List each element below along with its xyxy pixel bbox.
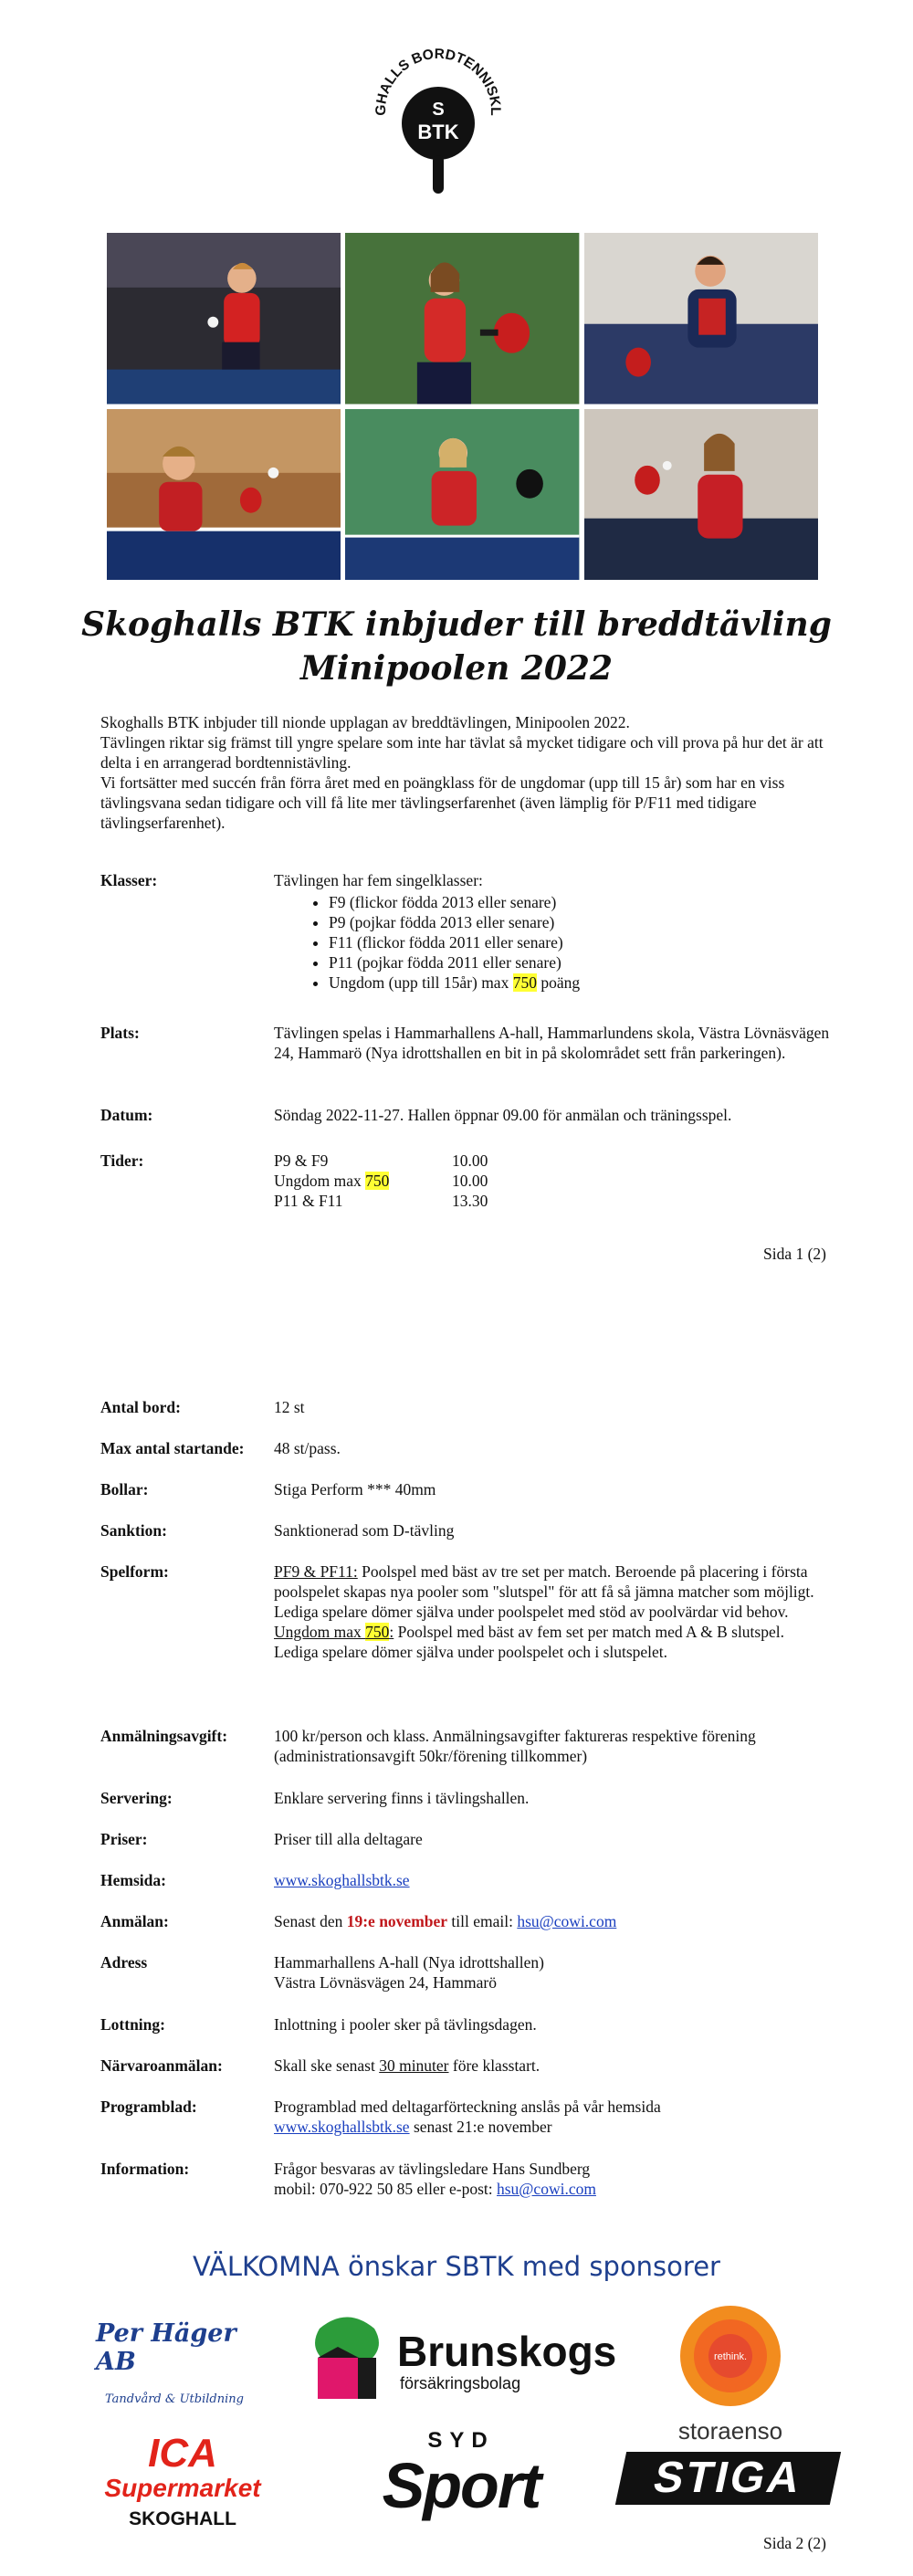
anmalan-label: Anmälan: (100, 1912, 169, 1930)
storaenso-flower-icon (671, 2301, 790, 2411)
schedule-time: 13.30 (452, 1192, 488, 1210)
logo-ring-text: GHALLS BORDTENNISKL (373, 46, 504, 116)
photo-player-3 (584, 233, 818, 405)
schedule-time: 10.00 (452, 1172, 488, 1190)
list-item: • P9 (pojkar födda 2013 eller senare) (329, 912, 831, 932)
photo-player-5 (345, 409, 579, 581)
sponsor-storaenso-logo: rethink. storaenso (671, 2301, 790, 2447)
deadline-date: 19:e november (346, 1912, 448, 1930)
schedule-class: P11 & F11 (274, 1192, 343, 1210)
highlight: 750 (365, 1623, 390, 1641)
max-antal-label: Max antal startande: (100, 1439, 245, 1457)
spelform-label: Spelform: (100, 1562, 169, 1581)
programblad-label: Programblad: (100, 2098, 197, 2116)
klasser-list (274, 892, 831, 993)
spelform-value: PF9 & PF11: Poolspel med bäst av tre set per match. Beroende på placering i första poolspelet skapas nya pooler som "slutspel" för att få så jämna matcher som möjligt. Lediga spelare dömer själva under poolspelet med stöd av poolvärdar vid behov. Ungdom max 750: Poolspel med bäst av fem set per match med A & B slutspel. Lediga spelare dömer själva under poolspelet och i slutspelet. (274, 1562, 814, 1661)
anmalningsavgift-label: Anmälningsavgift: (100, 1727, 228, 1745)
sponsor-stiga-logo: STIGA (615, 2452, 841, 2505)
anmalan-value: Senast den 19:e november till email: hsu@cowi.com (274, 1912, 617, 1930)
page-title (0, 603, 913, 690)
schedule-class: Ungdom max 750 (274, 1172, 390, 1190)
datum-label: Datum: (100, 1106, 153, 1124)
anmalningsavgift-value: 100 kr/person och klass. Anmälningsavgifter faktureras respektive förening (administrationsavgift 50kr/förening tillkommer) (274, 1727, 756, 1765)
datum-value: Söndag 2022-11-27. Hallen öppnar 09.00 för anmälan och träningsspel. (274, 1106, 732, 1124)
logo-monogram-s: S (432, 100, 445, 120)
priser-label: Priser: (100, 1830, 148, 1848)
tider-label: Tider: (100, 1151, 144, 1170)
welcome-banner: VÄLKOMNA önskar SBTK med sponsorer (193, 2251, 720, 2282)
email-link[interactable]: hsu@cowi.com (517, 1912, 617, 1930)
list-item: • Ungdom (upp till 15år) max 750 poäng (329, 973, 831, 993)
sponsor-per-hager-logo: Per Häger AB Tandvård & Utbildning (96, 2319, 244, 2406)
adress-value: Hammarhallens A-hall (Nya idrottshallen) Västra Lövnäsvägen 24, Hammarö (274, 1953, 544, 1992)
photo-player-2 (345, 233, 579, 405)
klasser-lead: Tävlingen har fem singelklasser: (274, 871, 483, 889)
website-link[interactable]: www.skoghallsbtk.se (274, 1871, 410, 1889)
schedule (274, 1151, 831, 1211)
schedule-time: 10.00 (452, 1151, 488, 1170)
information-value: Frågor besvaras av tävlingsledare Hans Sundberg mobil: 070-922 50 85 eller e-post: hsu@cowi.com (274, 2160, 596, 2198)
bollar-label: Bollar: (100, 1480, 149, 1498)
svg-text:rethink.: rethink. (713, 2351, 748, 2362)
antal-bord-label: Antal bord: (100, 1398, 181, 1416)
information-label: Information: (100, 2160, 190, 2178)
klasser-label: Klasser: (100, 871, 158, 889)
page-number-2: Sida 2 (2) (762, 2534, 826, 2552)
list-item: • P11 (pojkar födda 2011 eller senare) (329, 952, 831, 973)
servering-value: Enklare servering finns i tävlingshallen. (274, 1789, 530, 1807)
photo-player-6 (584, 409, 818, 581)
intro-text (100, 712, 831, 833)
antal-bord-value: 12 st (274, 1398, 305, 1416)
lottning-value: Inlottning i pooler sker på tävlingsdagen. (274, 2015, 537, 2034)
intro-paragraph: Skoghalls BTK inbjuder till nionde upplagan av breddtävlingen, Minipoolen 2022. (100, 713, 630, 731)
list-item: • F11 (flickor födda 2011 eller senare) (329, 932, 831, 952)
bollar-value: Stiga Perform *** 40mm (274, 1480, 436, 1498)
brunskogs-mark-icon (301, 2310, 393, 2406)
priser-value: Priser till alla deltagare (274, 1830, 423, 1848)
sponsor-ica-logo: ICA Supermarket SKOGHALL (104, 2431, 261, 2529)
page-number-1: Sida 1 (2) (762, 1245, 826, 1263)
servering-label: Servering: (100, 1789, 173, 1807)
sanktion-value: Sanktionerad som D-tävling (274, 1521, 455, 1540)
plats-value: Tävlingen spelas i Hammarhallens A-hall, Hammarlundens skola, Västra Lövnäsvägen 24, Hammarö (Nya idrottshallen en bit in på skolområdet sett från parkeringen). (274, 1024, 830, 1062)
lottning-label: Lottning: (100, 2015, 165, 2034)
adress-label: Adress (100, 1953, 148, 1971)
logo (365, 27, 511, 219)
programblad-value: Programblad med deltagarförteckning anslås på vår hemsida www.skoghallsbtk.se senast 21:e november (274, 2098, 661, 2136)
sponsor-sydsport-logo: SYD Sport (382, 2428, 540, 2521)
email-link[interactable]: hsu@cowi.com (497, 2180, 596, 2198)
plats-label: Plats: (100, 1024, 140, 1042)
sanktion-label: Sanktion: (100, 1521, 167, 1540)
intro-paragraph: Vi fortsätter med succén från förra året med en poängklass för de ungdomar (upp till 15 år) som har en viss tävlingsvana sedan tidigare och vill få lite mer tävlingserfarenhet (även lämplig för P/F11 med tidigare tävlingserfarenhet). (100, 773, 785, 832)
photo-player-1 (107, 233, 341, 405)
title-line-1: Skoghalls BTK inbjuder till breddtävling (81, 605, 832, 644)
highlight: 750 (365, 1172, 390, 1190)
intro-paragraph: Tävlingen riktar sig främst till yngre spelare som inte har tävlat så mycket tidigare och vill prova på hur det är att delta i en arrangerad bordtennistävling. (100, 733, 824, 772)
website-link[interactable]: www.skoghallsbtk.se (274, 2118, 410, 2136)
narvaro-value: Skall ske senast 30 minuter före klasstart. (274, 2056, 540, 2075)
narvaro-label: Närvaroanmälan: (100, 2056, 223, 2075)
max-antal-value: 48 st/pass. (274, 1439, 341, 1457)
sponsor-brunskogs-logo: Brunskogs försäkringsbolag (301, 2310, 621, 2411)
photo-player-4 (107, 409, 341, 581)
hemsida-label: Hemsida: (100, 1871, 166, 1889)
list-item: • F9 (flickor födda 2013 eller senare) (329, 892, 831, 912)
highlight: 750 (512, 973, 537, 992)
schedule-class: P9 & F9 (274, 1151, 329, 1170)
photo-grid (107, 233, 818, 580)
logo-monogram-btk: BTK (417, 121, 459, 143)
title-line-2: Minipoolen 2022 (299, 649, 614, 688)
